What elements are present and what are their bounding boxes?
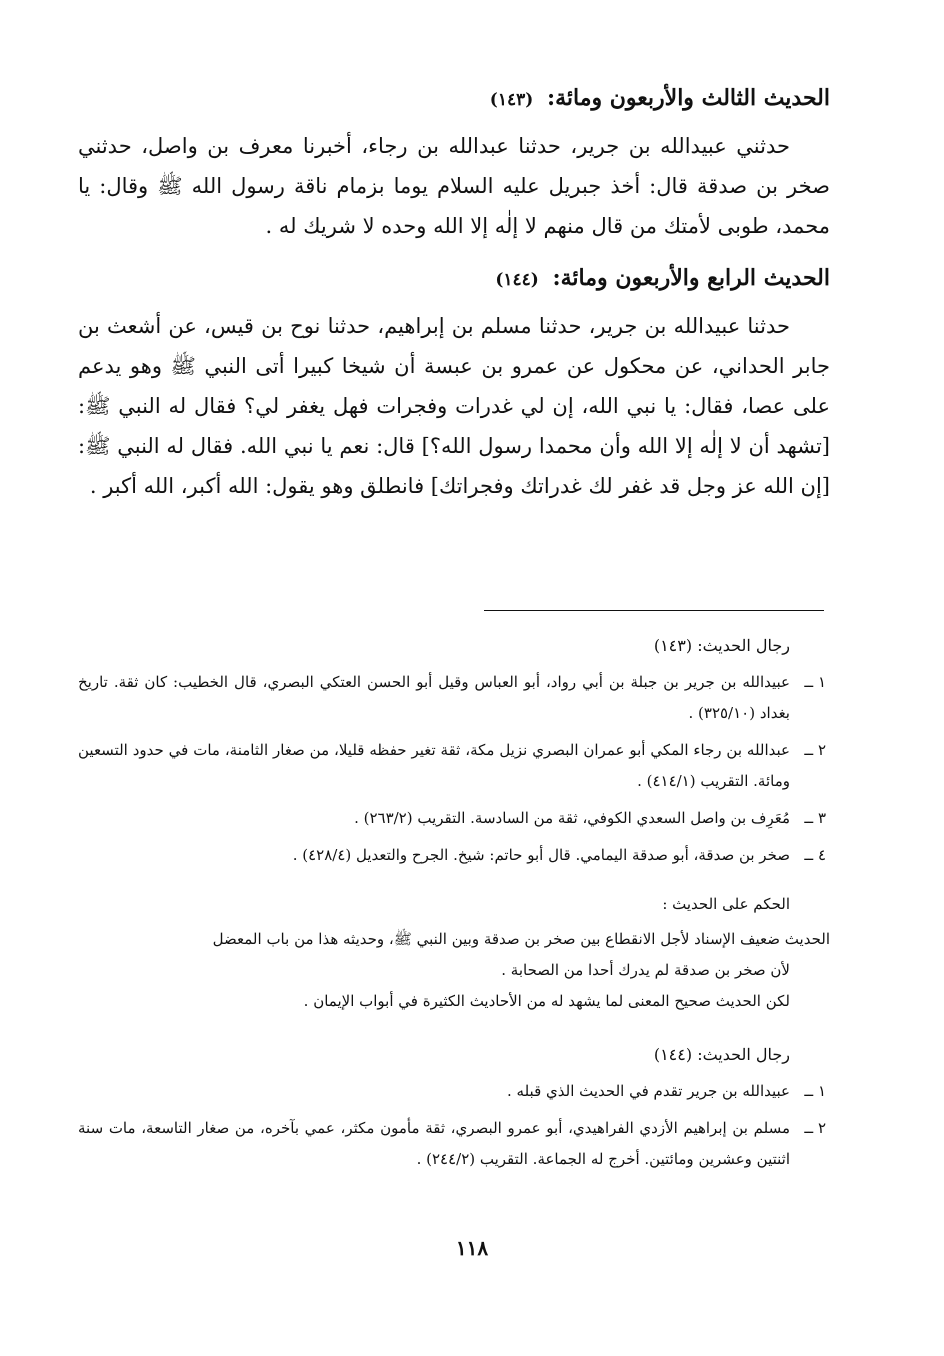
hadith-144-title: الحديث الرابع والأربعون ومائة: (552, 265, 830, 291)
ruling-line: لكن الحديث صحيح المعنى لما يشهد له من الأحاديث الكثيرة في أبواب الإيمان . (303, 992, 790, 1010)
narrator-entry (78, 667, 830, 729)
rijal-144-label: رجال الحديث: (١٤٤) (653, 1045, 790, 1064)
narrator-text: عبدالله بن رجاء المكي أبو عمران البصري نزيل مكة، ثقة تغير حفظه قليلا، من صغار الثامنة، مات في حدود التسعين ومائة. التقريب (٤١٤/١) . (78, 741, 790, 790)
narrator-text: عبيدالله بن جرير تقدم في الحديث الذي قبله . (507, 1082, 790, 1100)
hadith-143-number: (١٤٣) (489, 90, 534, 110)
narrator-number: ٤ ــ (804, 846, 826, 864)
hadith-144-text: حدثنا عبيدالله بن جرير، حدثنا مسلم بن إبراهيم، حدثنا نوح بن قيس، عن أشعث بن جابر الحداني، عن محكول عن عمرو بن عبسة أن شيخا كبيرا أتى النبي ﷺ وهو يدعم على عصا، فقال: يا نبي الله، إن لي غدرات وفجرات فهل يغفر لي؟ فقال له النبي ﷺ: [تشهد أن لا إلٰه إلا الله وأن محمدا رسول الله؟] قال: نعم يا نبي الله. فقال له النبي ﷺ: [إن الله عز وجل قد غفر لك غدراتك وفجراتك] فانطلق وهو يقول: الله أكبر، الله أكبر . (78, 314, 830, 498)
narrator-number: ١ ــ (804, 1082, 826, 1100)
narrator-number: ٢ ــ (804, 1119, 826, 1137)
hadith-143-title: الحديث الثالث والأربعون ومائة: (546, 85, 830, 111)
hadith-144-number: (١٤٤) (495, 270, 539, 290)
narrator-entry (78, 735, 830, 797)
ruling-line: لأن صخر بن صدقة لم يدرك أحدا من الصحابة . (501, 961, 790, 979)
narrator-entry (78, 1113, 830, 1175)
main-text (78, 78, 830, 518)
narrator-entry (78, 1076, 830, 1107)
ruling-label: الحكم على الحديث : (662, 895, 790, 913)
footnote-divider (484, 610, 824, 611)
narrator-number: ٣ ــ (804, 809, 826, 827)
narrator-text: عبيدالله بن جرير بن جبلة بن أبي رواد، أبو العباس وقيل أبو الحسن العتكي البصري، قال الخطيب: كان ثقة. تاريخ بغداد (٣٢٥/١٠) . (78, 673, 790, 722)
narrator-entry (78, 840, 830, 871)
narrator-text: مُعَرِف بن واصل السعدي الكوفي، ثقة من السادسة. التقريب (٢٦٣/٢) . (354, 809, 790, 827)
narrator-text: مسلم بن إبراهيم الأزدي الفراهيدي، أبو عمرو البصري، ثقة مأمون مكثر، عمي بآخره، من صغار التاسعة، مات سنة اثنتين وعشرين ومائتين. أخرج له الجماعة. التقريب (٢٤٤/٢) . (78, 1119, 790, 1168)
footnotes (78, 630, 830, 1181)
narrator-entry (78, 803, 830, 834)
hadith-143-heading (78, 78, 830, 120)
page-number: ١١٨ (455, 1236, 489, 1260)
narrator-number: ٢ ــ (804, 741, 826, 759)
spacer (78, 1017, 830, 1039)
rijal-143-label: رجال الحديث: (١٤٣) (653, 636, 790, 655)
narrator-number: ١ ــ (804, 673, 826, 691)
narrator-text: صخر بن صدقة، أبو صدقة اليمامي. قال أبو حاتم: شيخ. الجرح والتعديل (٤٢٨/٤) . (292, 846, 790, 864)
hadith-144-heading (78, 258, 830, 300)
ruling-line: الحديث ضعيف الإسناد لأجل الانقطاع بين صخر بن صدقة وبين النبي ﷺ، وحديثه هذا من باب المعضل (212, 930, 830, 948)
hadith-143-text: حدثني عبيدالله بن جرير، حدثنا عبدالله بن رجاء، أخبرنا معرف بن واصل، حدثني صخر بن صدقة قال: أخذ جبريل عليه السلام يوما بزمام ناقة رسول الله ﷺ وقال: يا محمد، طوبى لأمتك من قال منهم لا إلٰه إلا الله وحده لا شريك له . (78, 134, 830, 238)
